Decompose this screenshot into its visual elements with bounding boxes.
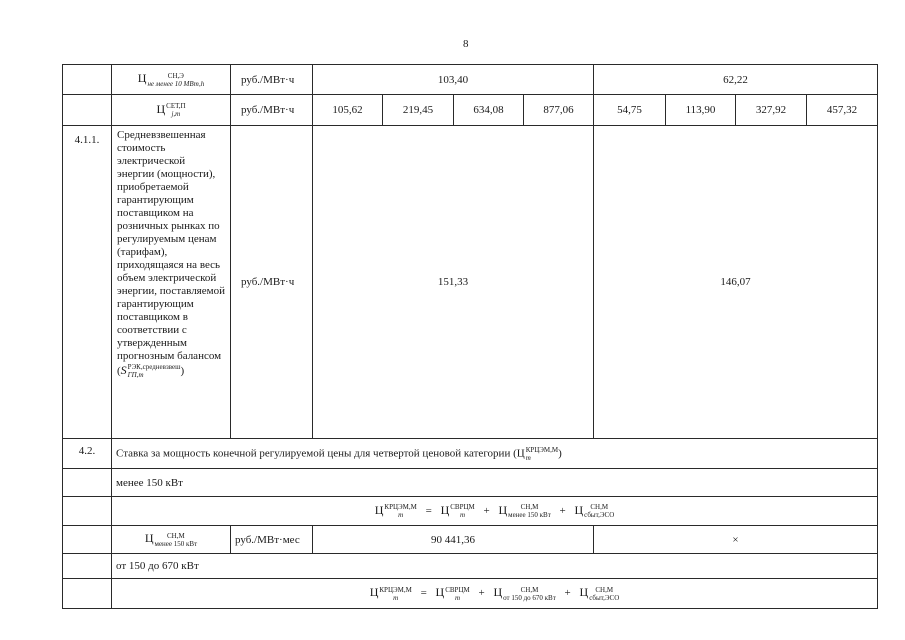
symbol-indices <box>155 532 198 548</box>
formula-lhs: Ц <box>374 502 384 517</box>
description-text: Средневзвешенная стоимость электрической энергии (мощности), приобретаемой гарантирующим поставщиком на розничных рынках по регулируемым ценам (тарифам), приходящаяся на весь объем электрической энергии, поставляемой гарантирующим поставщиком в соответствии с утвержденным прогнозным балансом <box>117 129 225 362</box>
formula <box>112 497 878 526</box>
subsection-label: менее 150 кВт <box>112 469 878 497</box>
heading-sub: m <box>525 453 531 462</box>
formula-plus: + <box>478 587 485 600</box>
symbol-sub: не менее 10 МВт,h <box>147 79 205 88</box>
paren-close: ) <box>180 364 185 377</box>
number-cell <box>63 497 112 526</box>
idx-sup: СН,М <box>520 503 539 512</box>
idx-sup: СН,М <box>595 585 614 594</box>
symbol-sup: СЕТ,П <box>166 102 186 111</box>
value-left: 90 441,36 <box>313 526 594 554</box>
idx-sub: m <box>454 593 460 602</box>
value-right: 62,22 <box>594 65 878 95</box>
item-description <box>112 126 231 439</box>
idx-sub: сбыт,ЭСО <box>589 593 620 602</box>
value-left: 151,33 <box>313 126 594 439</box>
symbol-indices <box>128 363 181 379</box>
formula-term-indices <box>508 503 551 519</box>
symbol-base: Ц <box>156 101 166 116</box>
formula-lhs: Ц <box>369 585 379 600</box>
table-row <box>63 526 878 554</box>
formula-term-indices <box>445 586 470 602</box>
description-symbol <box>117 362 185 379</box>
value-cell: 54,75 <box>594 95 666 126</box>
formula-equals: = <box>420 587 427 600</box>
section-heading <box>112 439 878 469</box>
symbol-indices <box>166 102 185 118</box>
idx-sub: m <box>393 593 399 602</box>
page-number: 8 <box>463 38 469 50</box>
number-cell <box>63 526 112 554</box>
value-cell: 634,08 <box>454 95 524 126</box>
symbol-sup: СН,Э <box>167 71 184 80</box>
table-row <box>63 554 878 579</box>
idx-sub: от 150 до 670 кВт <box>503 593 556 602</box>
number-cell <box>63 65 112 95</box>
value-left: 103,40 <box>313 65 594 95</box>
value-cell: 105,62 <box>313 95 383 126</box>
formula-lhs-indices <box>384 503 416 519</box>
number-cell <box>63 469 112 497</box>
value-cell: 877,06 <box>524 95 594 126</box>
formula-lhs-indices <box>379 586 411 602</box>
paren-open: ( <box>117 364 121 377</box>
formula-plus: + <box>483 504 490 517</box>
formula-term: Ц <box>440 502 450 517</box>
heading-indices <box>526 446 558 462</box>
unit-cell: руб./МВт·ч <box>231 95 313 126</box>
symbol-cell <box>112 526 231 554</box>
idx-sup: СН,М <box>520 585 539 594</box>
value-right: 146,07 <box>594 126 878 439</box>
number-cell <box>63 95 112 126</box>
tariff-table <box>62 64 878 609</box>
symbol-base: Ц <box>144 531 154 546</box>
formula-term: Ц <box>435 585 445 600</box>
formula-term: Ц <box>579 585 589 600</box>
formula-term-indices <box>450 503 475 519</box>
value-cell: 219,45 <box>383 95 454 126</box>
formula-equals: = <box>425 504 432 517</box>
symbol-base: S <box>120 362 127 377</box>
formula-term: Ц <box>493 585 503 600</box>
table-row <box>63 497 878 526</box>
formula-plus: + <box>564 587 571 600</box>
formula-term-indices <box>503 586 556 602</box>
formula <box>112 579 878 609</box>
idx-sub: m <box>398 511 404 520</box>
table-row <box>63 579 878 609</box>
formula-term-indices <box>589 586 619 602</box>
value-cell: 327,92 <box>736 95 807 126</box>
number-cell <box>63 554 112 579</box>
symbol-sub: j,m <box>171 110 181 119</box>
value-right: × <box>594 526 878 554</box>
formula-term-indices <box>584 503 614 519</box>
heading-close: ) <box>558 447 562 460</box>
symbol-cell <box>112 95 231 126</box>
item-number: 4.2. <box>63 439 112 469</box>
table-row <box>63 65 878 95</box>
symbol-sup: СН,М <box>166 531 185 540</box>
idx-sup: КРЦЭМ,М <box>379 585 412 594</box>
idx-sup: КРЦЭМ,М <box>384 503 417 512</box>
heading-text: Ставка за мощность конечной регулируемой цены для четвертой ценовой категории (Ц <box>116 447 525 460</box>
table-row <box>63 95 878 126</box>
table-row <box>63 439 878 469</box>
unit-cell: руб./МВт·ч <box>231 126 313 439</box>
idx-sub: менее 150 кВт <box>508 511 551 520</box>
value-cell: 113,90 <box>666 95 736 126</box>
value-cell: 457,32 <box>807 95 878 126</box>
table-row <box>63 469 878 497</box>
number-cell <box>63 579 112 609</box>
subsection-label: от 150 до 670 кВт <box>112 554 878 579</box>
idx-sub: m <box>459 511 466 520</box>
symbol-sup: РЭК,средневзвеш <box>127 363 181 371</box>
formula-term: Ц <box>498 502 508 517</box>
unit-cell: руб./МВт·мес <box>231 526 313 554</box>
symbol-base: Ц <box>137 71 147 86</box>
formula-plus: + <box>559 504 566 517</box>
item-number: 4.1.1. <box>63 126 112 439</box>
heading-sup: КРЦЭМ,М <box>525 445 559 454</box>
idx-sup: СН,М <box>590 503 609 512</box>
unit-cell: руб./МВт·ч <box>231 65 313 95</box>
symbol-indices <box>147 72 204 88</box>
idx-sub: сбыт,ЭСО <box>584 511 615 520</box>
idx-sup: СВРЦМ <box>450 503 475 512</box>
symbol-sub: ГП,m <box>127 371 144 379</box>
symbol-sub: менее 150 кВт <box>154 539 198 548</box>
idx-sup: СВРЦМ <box>445 585 470 594</box>
symbol-cell <box>112 65 231 95</box>
formula-term: Ц <box>574 502 584 517</box>
table-row <box>63 126 878 439</box>
